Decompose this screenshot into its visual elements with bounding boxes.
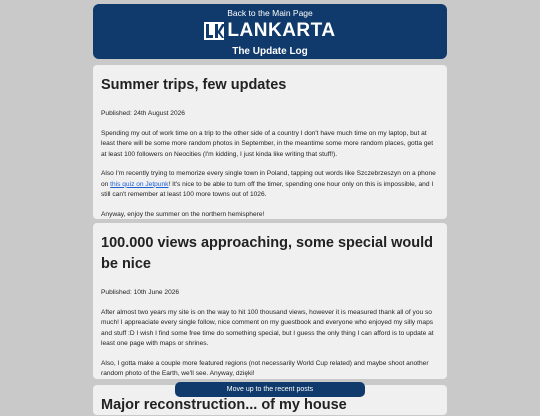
post-paragraph: Also I'm recently trying to memorize every single town in Poland, tapping out words like Szczebrzeszyn on a phone on this quiz on Jetpunk! It's nice to be able to turn off the timer, spending one hour only on this is impossible, and I still can't remember at least 100 more towns out of 1026. — [101, 170, 436, 198]
site-logo[interactable] — [93, 20, 447, 42]
site-header — [93, 4, 447, 59]
post-paragraph: After almost two years my site is on the way to hit 100 thousand views, however it is measured thank all of you so much! I appreaciate every single follow, nice comment on my guestbook and everyone who enjoyed my silly maps and stuff :D I wish I find some free time do something special, but I guess the only thing I can afford is to update at least one page with maps or shrines. — [101, 308, 434, 347]
logo-text: LANKARTA — [227, 20, 336, 41]
back-to-main-link[interactable]: Back to the Main Page — [227, 8, 313, 18]
jetpunk-quiz-link[interactable]: this quiz on Jetpunk — [110, 180, 169, 188]
post-title: Summer trips, few updates — [101, 77, 287, 93]
post-date: Published: 24th August 2026 — [101, 110, 185, 117]
scroll-to-recent-button[interactable]: Move up to the recent posts — [175, 382, 365, 397]
page-subtitle: The Update Log — [232, 46, 308, 57]
post-paragraph: Spending my out of work time on a trip to the other side of a country I don't have much time on my laptop, but at least there will be some more random photos in September, in the meantime some more random places, gotta get at least 100 followers on Neocities (I'm kidding, I just kinda like writing that stuff!). — [101, 129, 434, 158]
post-paragraph: Also, I gotta make a couple more featured regions (not necessarily World Cup related) and maybe shoot another random photo of the Earth, we'll see. Anyway, dzięki! — [101, 359, 429, 377]
lk-logo-icon — [204, 22, 224, 40]
post-summer-trips — [93, 65, 447, 219]
post-title: 100.000 views approaching, some special would be nice — [101, 235, 434, 272]
post-paragraph: Anyway, enjoy the summer on the northern hemisphere! — [101, 210, 265, 218]
post-date: Published: 10th June 2026 — [101, 289, 180, 296]
post-title: Major reconstruction... of my house — [101, 397, 347, 413]
post-100k-views — [93, 223, 447, 379]
